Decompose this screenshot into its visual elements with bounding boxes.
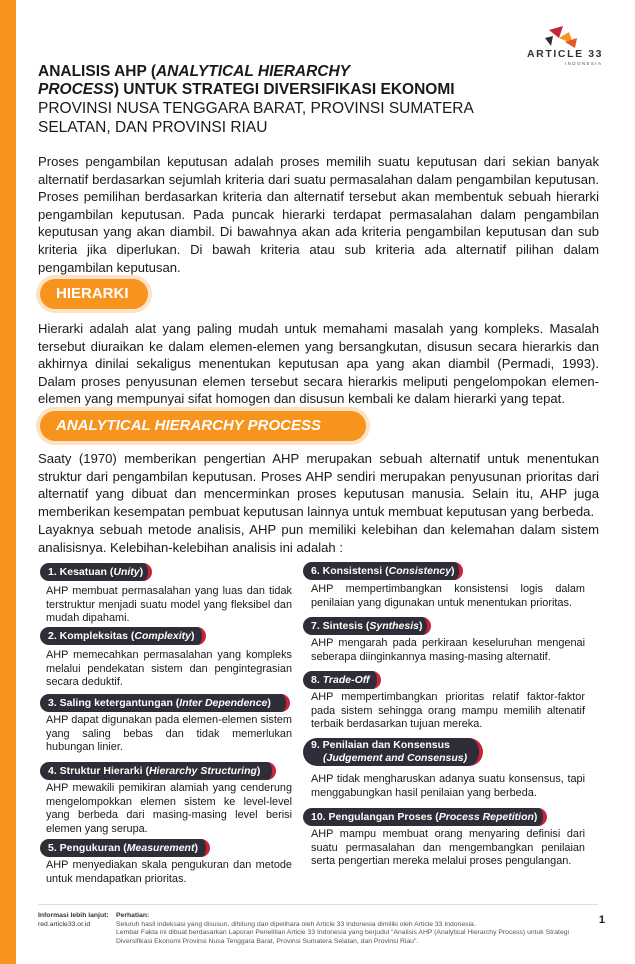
logo-name: ARTICLE 33 [527,48,604,60]
item-6-label: 6. Konsistensi (Consistency) [303,562,463,580]
item-3-text: AHP dapat digunakan pada elemen-elemen sistem yang saling bebas dan tidak memerlukan hubungan linier. [46,714,292,754]
item-8-label: 8. Trade-Off [303,671,381,689]
logo-mark-icon [543,24,583,50]
item-3-label: 3. Saling ketergantungan (Inter Dependence) [40,694,290,712]
item-6-text: AHP mempertimbangkan konsistensi logis dalam penilaian yang digunakan untuk menentukan prioritas. [311,583,585,609]
footer-link[interactable]: red.article33.or.id [38,920,91,928]
page-number: 1 [598,914,605,926]
item-9-label: 9. Penilaian dan Konsensus (Judgement and Consensus) [303,738,483,766]
hierarki-paragraph: Hierarki adalah alat yang paling mudah untuk memahami masalah yang kompleks. Masalah tersebut diuraikan ke dalam elemen-elemen yang bersangkutan, disusun secara hierarkis dan akhirnya dinilai sekaligus menentukan keputusan apa yang akan diambil (Permadi, 1993). Dalam proses penyusunan elemen tersebut secara hierarkis meliputi pengelompokan elemen-elemen yang mempunyai sifat homogen dan disusun kembali ke dalam hierarki yang tepat. [38,321,599,407]
item-10-text: AHP mampu membuat orang menyaring definisi dari suatu permasalahan dan mengembangkan penilaian serta pengertian mereka melalui proses pengulangan. [311,828,585,868]
item-7-text: AHP mengarah pada perkiraan keseluruhan mengenai seberapa diinginkannya masing-masing alternatif. [311,637,585,663]
ahp-paragraph-1: Saaty (1970) memberikan pengertian AHP merupakan sebuah alternatif untuk menentukan struktur dari pengambilan keputusan. Proses AHP sendiri merupakan penyusunan prioritas dari alternatif yang dibuat dan mencerminkan proses keputusan manusia. Selain itu, AHP juga memberikan kesempatan pembuat keputusan lainnya untuk membuat keputusan yang berbeda. [38,451,599,519]
page-title: ANALISIS AHP (ANALYTICAL HIERARCHY PROCESS) UNTUK STRATEGI DIVERSIFIKASI EKONOMI PROVINSI NUSA TENGGARA BARAT, PROVINSI SUMATERA SELATAN, DAN PROVINSI RIAU [38,63,548,137]
logo-sub: INDONESIA [565,61,603,66]
item-5-label: 5. Pengukuran (Measurement) [40,839,210,857]
intro-paragraph: Proses pengambilan keputusan adalah proses memilih suatu keputusan dari sekian banyak alternatif berdasarkan sejumlah kriteria dari suatu permasalahan dalam pengambilan keputusan. Proses pemilihan berdasarkan kriteria dan alternatif tersebut akan membentuk sebuah hierarki pengambilan keputusan. Pada puncak hierarki terdapat permasalahan dalam pengambilan keputusan yang akan diambil. Di bawahnya akan ada kriteria pengambilan keputusan dan sub kriteria jika diperlukan. Di bawah kriteria atau sub kriteria ada alternatif pilihan dalam pengambilan keputusan. [38,154,599,275]
item-5-text: AHP menyediakan skala pengukuran dan metode untuk mendapatkan prioritas. [46,859,292,885]
footer-info: Informasi lebih lanjut: red.article33.or.id [38,912,109,928]
item-1-text: AHP membuat permasalahan yang luas dan tidak terstruktur menjadi suatu model yang fleksibel dan mudah dipahami. [46,585,292,625]
item-1-label: 1. Kesatuan (Unity) [40,563,152,581]
ahp-paragraph-2: Layaknya sebuah metode analisis, AHP pun memiliki kelebihan dan kelemahan dalam sistem analisisnya. Kelebihan-kelebihan analisis ini adalah : [38,522,599,555]
ahp-heading: ANALYTICAL HIERARCHY PROCESS [40,411,366,441]
orange-side-bar [0,0,16,964]
item-4-text: AHP mewakili pemikiran alamiah yang cenderung mengelompokkan elemen sistem ke level-level yang berbeda dari masing-masing level berisi elemen yang serupa. [46,782,292,835]
item-2-text: AHP memecahkan permasalahan yang kompleks melalui pendekatan sistem dan pengintegrasian secara deduktif. [46,649,292,689]
item-2-label: 2. Kompleksitas (Complexity) [40,627,206,645]
item-4-label: 4. Struktur Hierarki (Hierarchy Structuring) [40,762,276,780]
hierarki-heading: HIERARKI [40,279,148,309]
footer-note: Perhatian: Seluruh hasil indeksasi yang disusun, dihitung dan dipelihara oleh Article 33 Indonesia dimiliki oleh Article 33 Indonesia. Lembar Fakta ini dibuat berdasarkan Laporan Penelitian Article 33 Indonesia yang berjudul "Analisis AHP (Analytical Hierarchy Process) untuk Strategi Diversifikasi Ekonomi Provinsi Nusa Tenggara Barat, Provinsi Sumatera Selatan, dan Provinsi Riau". [116,912,570,945]
item-10-label: 10. Pengulangan Proses (Process Repetition) [303,808,547,826]
item-8-text: AHP mempertimbangkan prioritas relatif faktor-faktor pada sistem sehingga orang mampu memilih altenatif terbaik berdasarkan tujuan mereka. [311,691,585,731]
item-9-text: AHP tidak mengharuskan adanya suatu konsensus, tapi menggabungkan hasil penilaian yang berbeda. [311,773,585,799]
title-line-2: PROVINSI NUSA TENGGARA BARAT, PROVINSI SUMATERA [38,100,474,117]
title-line-3: SELATAN, DAN PROVINSI RIAU [38,119,268,136]
item-7-label: 7. Sintesis (Synthesis) [303,617,431,635]
footer-divider [38,904,598,905]
